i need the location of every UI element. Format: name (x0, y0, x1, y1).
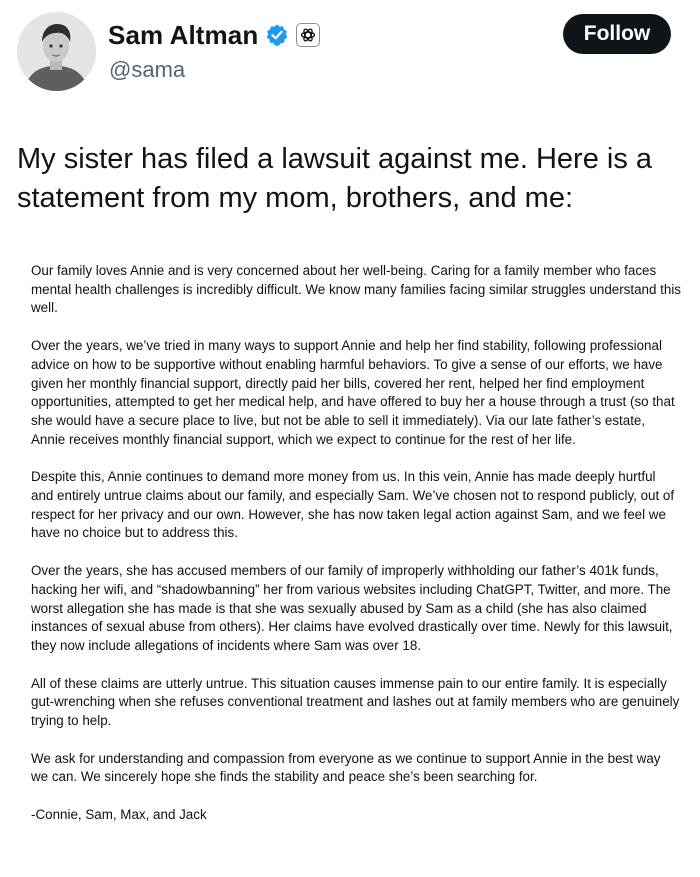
statement-signature: -Connie, Sam, Max, and Jack (31, 807, 207, 823)
statement-paragraph: We ask for understanding and compassion from everyone as we continue to support Annie in the best way we can. We sincerely hope she finds the stability and peace she’s been searching for. (31, 750, 661, 785)
statement-paragraph: Despite this, Annie continues to demand more money from us. In this vein, Annie has made deeply hurtful and entirely untrue claims about our family, and especially Sam. We’ve chosen not to respond publicly, out of respect for her privacy and our own. However, she has now taken legal action against Sam, and we feel we have no choice but to address this. (31, 469, 675, 541)
tweet-text: My sister has filed a lawsuit against me. Here is a statement from my mom, brothers, and me: (17, 143, 653, 214)
name-row (108, 18, 320, 52)
verified-badge-icon (265, 23, 289, 47)
statement-image[interactable] (31, 262, 681, 844)
statement-paragraph: Our family loves Annie and is very concerned about her well-being. Caring for a family member who faces mental health challenges is incredibly difficult. We know many families facing similar struggles understand this well. (31, 263, 682, 316)
user-handle[interactable]: @sama (109, 57, 186, 82)
avatar-photo (17, 12, 96, 91)
openai-logo-icon[interactable] (296, 23, 320, 47)
follow-button[interactable]: Follow (563, 14, 671, 54)
statement-paragraph: Over the years, she has accused members of our family of improperly withholding our father’s 401k funds, hacking her wifi, and “shadowbanning” her from various websites including ChatGPT, Twitter, and more. The worst allegation she has made is that she was sexually abused by Sam as a child (she has also claimed instances of sexual abuse from others). Her claims have evolved drastically over time. Newly for this lawsuit, they now include allegations of incidents where Sam was over 18. (31, 563, 673, 653)
display-name[interactable]: Sam Altman (108, 19, 259, 50)
statement-paragraph: All of these claims are utterly untrue. This situation causes immense pain to our entire family. It is especially gut-wrenching when she refuses conventional treatment and lashes out at family members who are genuinely trying to help. (31, 675, 680, 729)
statement-paragraph: Over the years, we’ve tried in many ways to support Annie and help her find stability, following professional advice on how to be supportive without enabling harmful behaviors. To give a sense of our efforts, we have given her monthly financial support, directly paid her bills, covered her rent, helped her find employment opportunities, attempted to get her medical help, and have offered to buy her a house through a trust (so that she would have a secure place to live, but not be able to sell it immediately). Via our late father’s estate, Annie receives monthly financial support, which we expect to continue for the rest of her life. (31, 338, 675, 447)
tweet-header (0, 0, 700, 110)
avatar[interactable] (17, 12, 96, 91)
